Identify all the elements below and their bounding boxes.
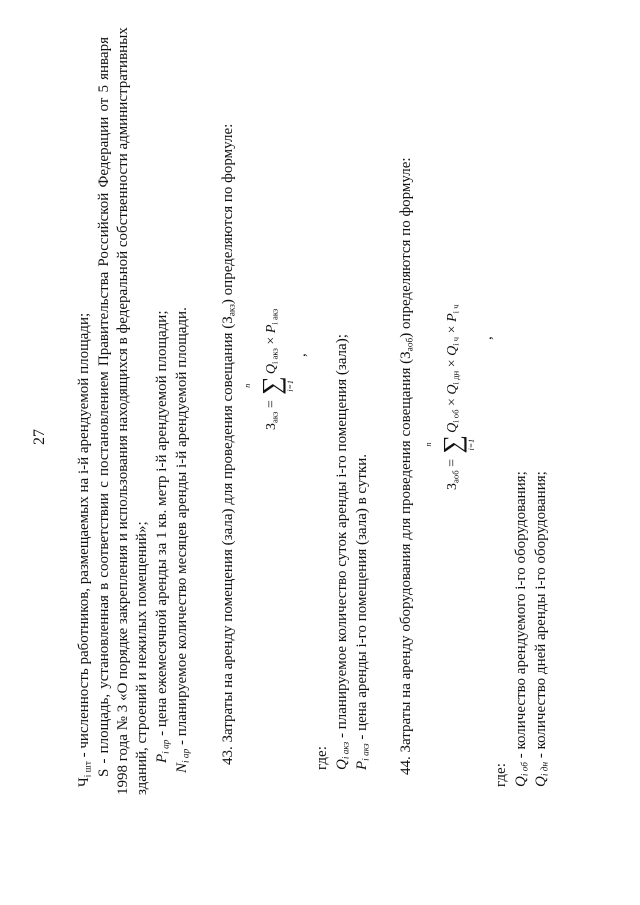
def-text: - цена ежемесячной аренды за 1 кв. метр i-й арендуемой площади;	[154, 310, 170, 740]
formula-eq: =	[264, 396, 280, 412]
sum-lower: i=1	[286, 380, 296, 392]
formula-term-q-sub: i акз	[269, 348, 280, 365]
formula-44-comma: ,	[479, 336, 495, 340]
section-44-where: где:	[493, 763, 509, 787]
formula-term-p-ch-sub: i ч	[450, 304, 461, 314]
heading-text-end: ) определяются по формуле:	[398, 157, 414, 338]
sum-lower: i=1	[467, 438, 477, 451]
formula-term-q: Q	[264, 364, 280, 375]
sum-upper: n	[424, 442, 433, 447]
def-s-area-line-2: 1998 года № 3 «О порядке закрепления и использования находящихся в федеральной собственности административных	[115, 27, 131, 795]
def-symbol-sub: i акз	[341, 741, 352, 760]
page-number: 27	[31, 429, 48, 445]
def-text: - планируемое количество суток аренды i-го помещения (зала);	[334, 334, 350, 742]
formula-44	[424, 304, 477, 490]
def-text: - численность работников, размещаемых на i-й арендуемой площади;	[76, 312, 92, 762]
heading-text-end: ) определяются по формуле:	[220, 123, 236, 305]
section-43-heading	[219, 124, 239, 765]
formula-43-comma: ,	[293, 353, 309, 357]
formula-term-q-dn-sub: i дн	[450, 370, 461, 385]
formula-eq: =	[445, 455, 461, 471]
def-symbol-sub: i акз	[361, 743, 372, 761]
formula-term-p: P	[264, 324, 280, 334]
heading-symbol-sub: акз	[227, 304, 238, 317]
def-ch-workers	[75, 313, 95, 787]
def-symbol: P	[154, 753, 170, 763]
def-s-area-line-1: S - площадь, установленная в соответствии с постановлением Правительства Российской Федерации от 5 января	[96, 37, 112, 777]
formula-term-q-dn: Q	[445, 384, 461, 395]
heading-symbol: З	[220, 316, 236, 324]
def-symbol-sub: i об	[520, 762, 531, 777]
def-symbol-sub: i дн	[540, 761, 551, 777]
formula-term-p-ch: P	[445, 313, 461, 322]
formula-lhs: З	[264, 422, 280, 430]
heading-text: 43. Затраты на аренду помещения (зала) для проведения совещания (	[220, 323, 236, 765]
formula-term-q-ob-sub: i об	[450, 409, 461, 423]
def-symbol: Ч	[76, 777, 92, 787]
heading-symbol-sub: аоб	[405, 337, 416, 352]
def-text: - количество дней аренды i-го оборудования;	[533, 471, 549, 762]
sum-upper: n	[243, 383, 252, 388]
formula-times: ×	[445, 355, 461, 371]
formula-lhs-sub: акз	[269, 411, 280, 423]
sum-symbol: ∑ n i=1	[424, 434, 477, 454]
section-43-def-p	[353, 454, 373, 770]
section-43-def-q	[333, 334, 353, 770]
formula-lhs-sub: аоб	[450, 470, 461, 483]
def-symbol: Q	[334, 759, 350, 770]
formula-times: ×	[264, 333, 280, 349]
section-44-heading	[397, 157, 417, 775]
formula-lhs: З	[445, 482, 461, 490]
def-n-rent-months	[173, 307, 193, 773]
def-symbol: P	[354, 760, 370, 770]
section-44-def-q-ob	[512, 471, 532, 787]
formula-term-p-sub: i акз	[269, 308, 280, 325]
formula-times: ×	[445, 394, 461, 410]
section-43-where: где:	[314, 746, 330, 770]
formula-term-q-ch: Q	[445, 345, 461, 356]
def-symbol: Q	[533, 776, 549, 787]
def-symbol: Q	[513, 776, 529, 787]
formula-term-q-ob: Q	[445, 422, 461, 433]
def-text: - количество арендуемого i-го оборудования;	[513, 471, 529, 763]
def-text: - цена аренды i-го помещения (зала) в сутки.	[354, 453, 370, 744]
def-symbol-sub: i шт	[83, 761, 94, 778]
heading-text: 44. Затраты на аренду оборудования для проведения совещания (	[398, 358, 414, 775]
formula-times: ×	[445, 321, 461, 337]
def-text: - планируемое количество месяцев аренды i-й арендуемой площади.	[174, 307, 190, 749]
sum-symbol: ∑ n i=1	[243, 376, 296, 395]
formula-43	[243, 308, 296, 430]
heading-symbol: З	[398, 351, 414, 359]
def-symbol: N	[174, 762, 190, 773]
formula-term-q-ch-sub: i ч	[450, 336, 461, 346]
def-p-rent-price	[153, 310, 173, 763]
section-44-def-q-dn	[532, 471, 552, 787]
def-s-area-line-3: зданий, строений и нежилых помещений»;	[134, 521, 150, 795]
def-symbol-sub: i ap	[181, 748, 192, 763]
def-symbol-sub: i ap	[161, 739, 172, 754]
